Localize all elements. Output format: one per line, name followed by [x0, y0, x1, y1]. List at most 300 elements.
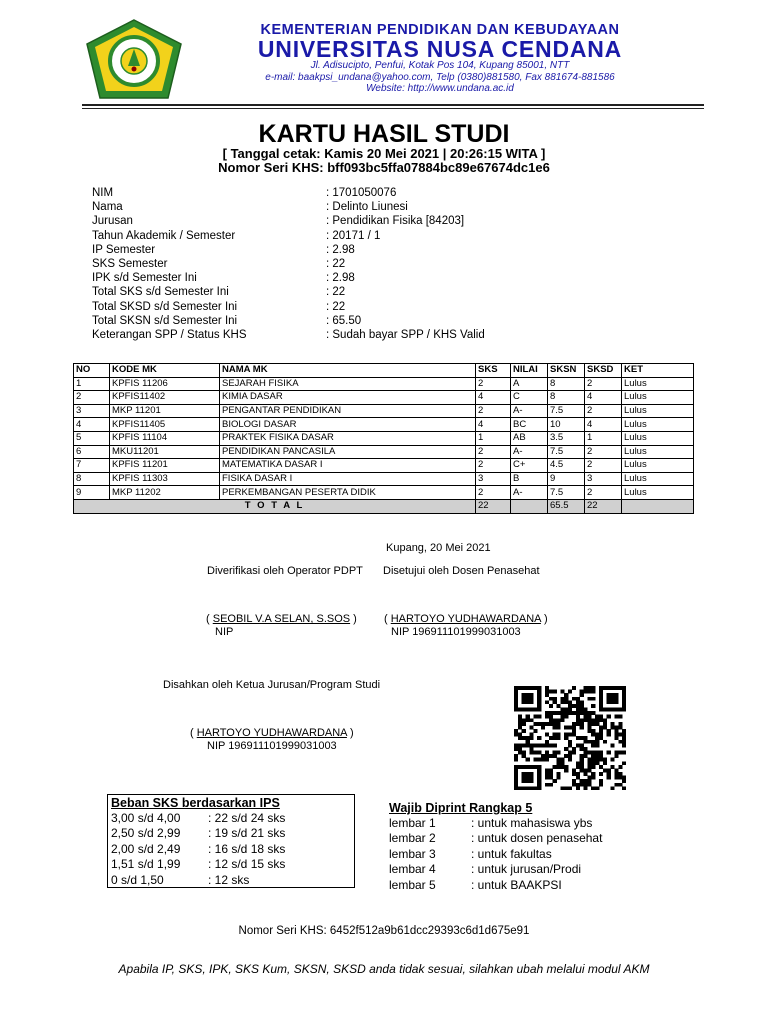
qr-module [522, 772, 526, 776]
qr-module [545, 693, 549, 697]
qr-module [599, 754, 603, 758]
course-sksd: 2 [585, 459, 622, 473]
head-signature [190, 727, 354, 739]
qr-module [587, 758, 591, 762]
table-row [74, 472, 694, 486]
qr-module [553, 700, 557, 704]
qr-module [614, 783, 618, 787]
qr-module [529, 743, 533, 747]
qr-module [553, 751, 557, 755]
qr-module [607, 776, 611, 780]
qr-module [568, 758, 572, 762]
qr-module [560, 697, 564, 701]
qr-module [599, 697, 603, 701]
course-grade: C [511, 391, 548, 405]
qr-module [618, 765, 622, 769]
copy-purpose: : untuk jurusan/Prodi [471, 862, 582, 877]
course-grade: BC [511, 418, 548, 432]
qr-module [541, 725, 545, 729]
qr-module [572, 686, 576, 690]
serial-number: Nomor Seri KHS: bff093bc5ffa07884bc89e67674dc1e6 [218, 160, 550, 175]
qr-module [572, 783, 576, 787]
qr-module [572, 697, 576, 701]
qr-module [622, 733, 626, 737]
qr-module [529, 765, 533, 769]
qr-module [537, 736, 541, 740]
course-name: PENDIDIKAN PANCASILA [220, 445, 476, 459]
course-status: Lulus [622, 486, 694, 500]
qr-module [553, 711, 557, 715]
qr-module [572, 711, 576, 715]
qr-module [522, 736, 526, 740]
qr-module [568, 725, 572, 729]
qr-module [522, 765, 526, 769]
qr-module [611, 786, 615, 790]
qr-module [611, 758, 615, 762]
qr-module [584, 740, 588, 744]
qr-module [591, 711, 595, 715]
qr-module [522, 686, 526, 690]
qr-module [537, 704, 541, 708]
info-value: : Sudah bayar SPP / KHS Valid [326, 328, 485, 341]
qr-module [522, 722, 526, 726]
qr-module [529, 697, 533, 701]
qr-module [564, 733, 568, 737]
row-no: 3 [74, 404, 110, 418]
qr-module [572, 779, 576, 783]
qr-module [545, 754, 549, 758]
qr-module [537, 772, 541, 776]
qr-module [611, 765, 615, 769]
total-sksn: 65.5 [548, 499, 585, 513]
qr-module [564, 747, 568, 751]
info-label: Tahun Akademik / Semester [92, 229, 236, 242]
qr-module [518, 751, 522, 755]
qr-module [514, 733, 518, 737]
qr-module [576, 772, 580, 776]
course-sks: 3 [476, 472, 511, 486]
qr-module [545, 700, 549, 704]
sks-limit: : 16 s/d 18 sks [208, 841, 286, 856]
qr-module [518, 786, 522, 790]
qr-module [580, 758, 584, 762]
qr-module [595, 733, 599, 737]
course-name: FISIKA DASAR I [220, 472, 476, 486]
qr-module [526, 765, 530, 769]
qr-module [533, 758, 537, 762]
qr-module [607, 708, 611, 712]
qr-module [595, 758, 599, 762]
course-code: KPFIS11402 [110, 391, 220, 405]
course-sksd: 4 [585, 418, 622, 432]
qr-module [514, 743, 518, 747]
qr-module [518, 733, 522, 737]
qr-module [560, 690, 564, 694]
place-date: Kupang, 20 Mei 2021 [386, 542, 491, 554]
qr-module [564, 768, 568, 772]
qr-module [518, 686, 522, 690]
qr-module [603, 718, 607, 722]
qr-module [622, 729, 626, 733]
qr-module [522, 697, 526, 701]
qr-module [537, 765, 541, 769]
qr-module [599, 736, 603, 740]
qr-module [556, 718, 560, 722]
qr-module [556, 725, 560, 729]
qr-module [522, 693, 526, 697]
qr-module [514, 729, 518, 733]
qr-module [587, 711, 591, 715]
qr-module [533, 715, 537, 719]
info-label: SKS Semester [92, 257, 168, 270]
qr-module [591, 697, 595, 701]
course-status: Lulus [622, 418, 694, 432]
qr-module [556, 704, 560, 708]
qr-module [556, 733, 560, 737]
qr-module [549, 768, 553, 772]
course-sks: 4 [476, 391, 511, 405]
qr-module [595, 736, 599, 740]
qr-module [526, 708, 530, 712]
course-sksd: 4 [585, 391, 622, 405]
info-value: : 2.98 [326, 243, 355, 256]
qr-module [611, 743, 615, 747]
qr-module [545, 776, 549, 780]
qr-module [522, 751, 526, 755]
qr-module [514, 772, 518, 776]
qr-module [526, 736, 530, 740]
course-name: PRAKTEK FISIKA DASAR [220, 431, 476, 445]
qr-module [545, 772, 549, 776]
qr-module [614, 697, 618, 701]
qr-module [584, 768, 588, 772]
qr-module [584, 715, 588, 719]
qr-module [572, 725, 576, 729]
qr-module [537, 697, 541, 701]
course-sks: 2 [476, 486, 511, 500]
qr-module [599, 718, 603, 722]
qr-module [537, 751, 541, 755]
qr-module [514, 708, 518, 712]
qr-module [526, 786, 530, 790]
qr-module [522, 779, 526, 783]
qr-module [526, 743, 530, 747]
qr-module [514, 783, 518, 787]
qr-module [580, 690, 584, 694]
qr-module [560, 711, 564, 715]
advisor-name: HARTOYO YUDHAWARDANA [390, 613, 541, 625]
course-sksn: 7.5 [548, 445, 585, 459]
qr-module [614, 776, 618, 780]
qr-module [587, 690, 591, 694]
sks-limit: : 12 s/d 15 sks [208, 857, 286, 872]
qr-module [584, 779, 588, 783]
qr-module [564, 754, 568, 758]
qr-module [591, 704, 595, 708]
qr-module [529, 736, 533, 740]
ministry-heading: KEMENTERIAN PENDIDIKAN DAN KEBUDAYAAN [260, 22, 620, 38]
qr-module [591, 751, 595, 755]
qr-module [599, 715, 603, 719]
info-value: : 22 [326, 257, 346, 270]
qr-module [587, 779, 591, 783]
qr-module [529, 733, 533, 737]
table-row [74, 391, 694, 405]
qr-module [522, 718, 526, 722]
qr-module [514, 686, 518, 690]
qr-module [568, 751, 572, 755]
qr-module [595, 722, 599, 726]
column-header: NILAI [511, 364, 548, 378]
qr-module [580, 783, 584, 787]
sks-limit: : 22 s/d 24 sks [208, 811, 286, 825]
qr-module [537, 768, 541, 772]
qr-module [618, 725, 622, 729]
qr-module [614, 772, 618, 776]
qr-module [526, 715, 530, 719]
qr-module [599, 783, 603, 787]
qr-module [611, 697, 615, 701]
qr-module [537, 786, 541, 790]
copy-purpose: : untuk fakultas [471, 846, 552, 861]
qr-module [599, 751, 603, 755]
operator-nip: NIP [215, 626, 234, 638]
qr-module [591, 686, 595, 690]
qr-module [591, 722, 595, 726]
qr-module [529, 751, 533, 755]
qr-module [576, 708, 580, 712]
qr-module [603, 768, 607, 772]
course-grade: AB [511, 431, 548, 445]
qr-module [622, 761, 626, 765]
course-status: Lulus [622, 472, 694, 486]
qr-module [526, 686, 530, 690]
qr-module [526, 779, 530, 783]
qr-module [614, 686, 618, 690]
qr-module [591, 761, 595, 765]
course-status: Lulus [622, 404, 694, 418]
qr-module [545, 743, 549, 747]
qr-module [576, 715, 580, 719]
ratified-by-label: Disahkan oleh Ketua Jurusan/Program Studi [163, 679, 381, 691]
open-paren: ( [384, 613, 388, 625]
qr-module [603, 761, 607, 765]
course-code: MKU11201 [110, 445, 220, 459]
qr-module [553, 718, 557, 722]
qr-module [514, 690, 518, 694]
qr-module [611, 725, 615, 729]
qr-module [611, 722, 615, 726]
qr-module [522, 786, 526, 790]
qr-module [553, 743, 557, 747]
qr-module [591, 743, 595, 747]
qr-module [568, 690, 572, 694]
qr-code [514, 686, 626, 790]
sks-limit: : 12 sks [208, 872, 250, 887]
qr-module [603, 725, 607, 729]
qr-module [587, 783, 591, 787]
qr-module [603, 686, 607, 690]
open-paren: ( [190, 727, 194, 739]
qr-module [564, 693, 568, 697]
copy-purpose: : untuk BAAKPSI [471, 877, 562, 892]
qr-module [603, 758, 607, 762]
qr-module [603, 708, 607, 712]
qr-module [584, 736, 588, 740]
qr-module [584, 786, 588, 790]
qr-module [560, 765, 564, 769]
qr-module [518, 736, 522, 740]
qr-module [526, 740, 530, 744]
qr-module [580, 765, 584, 769]
qr-module [572, 729, 576, 733]
qr-module [576, 776, 580, 780]
qr-module [599, 704, 603, 708]
qr-module [622, 743, 626, 747]
course-status: Lulus [622, 445, 694, 459]
qr-module [614, 768, 618, 772]
info-value: : 20171 / 1 [326, 229, 381, 242]
open-paren: ( [206, 613, 210, 625]
qr-module [599, 690, 603, 694]
qr-module [622, 751, 626, 755]
qr-module [541, 754, 545, 758]
qr-module [568, 743, 572, 747]
print-copy-row [389, 816, 649, 831]
qr-module [541, 722, 545, 726]
qr-module [614, 715, 618, 719]
close-paren: ) [543, 613, 548, 625]
qr-module [514, 779, 518, 783]
qr-module [607, 715, 611, 719]
qr-module [618, 776, 622, 780]
qr-module [587, 722, 591, 726]
ips-range: 0 s/d 1,50 [111, 872, 164, 887]
qr-module [568, 786, 572, 790]
info-value: : 2.98 [326, 272, 355, 285]
course-code: KPFIS 11104 [110, 431, 220, 445]
qr-module [560, 715, 564, 719]
verified-by-label: Diverifikasi oleh Operator PDPT [207, 565, 363, 577]
qr-module [514, 765, 518, 769]
footer-note: Apabila IP, SKS, IPK, SKS Kum, SKSN, SKSD anda tidak sesuai, silahkan ubah melalui modul AKM [118, 962, 650, 976]
qr-module [533, 765, 537, 769]
qr-module [564, 715, 568, 719]
qr-module [587, 740, 591, 744]
table-row [74, 486, 694, 500]
qr-module [545, 758, 549, 762]
qr-module [514, 704, 518, 708]
qr-module [549, 776, 553, 780]
qr-module [537, 776, 541, 780]
info-label: Nama [92, 201, 123, 214]
qr-module [614, 725, 618, 729]
info-label: Total SKS s/d Semester Ini [92, 286, 229, 299]
ips-range: 3,00 s/d 4,00 [111, 811, 181, 825]
course-grade: A- [511, 404, 548, 418]
qr-module [553, 754, 557, 758]
qr-module [595, 761, 599, 765]
course-sksn: 9 [548, 472, 585, 486]
qr-module [607, 733, 611, 737]
course-sks: 2 [476, 377, 511, 391]
qr-module [572, 772, 576, 776]
qr-module [622, 697, 626, 701]
column-header: SKSN [548, 364, 585, 378]
qr-module [529, 700, 533, 704]
qr-module [611, 686, 615, 690]
info-label: Keterangan SPP / Status KHS [92, 328, 247, 341]
qr-module [529, 747, 533, 751]
qr-module [607, 700, 611, 704]
qr-module [518, 715, 522, 719]
qr-module [549, 722, 553, 726]
course-sksd: 1 [585, 431, 622, 445]
qr-module [611, 693, 615, 697]
qr-module [568, 754, 572, 758]
qr-module [553, 736, 557, 740]
ips-range: 1,51 s/d 1,99 [111, 857, 181, 872]
qr-module [622, 690, 626, 694]
print-copies-title: Wajib Diprint Rangkap 5 [389, 801, 533, 815]
qr-module [560, 758, 564, 762]
table-row [74, 404, 694, 418]
qr-module [564, 786, 568, 790]
qr-module [514, 700, 518, 704]
qr-module [560, 786, 564, 790]
column-header: NO [74, 364, 110, 378]
table-row [74, 418, 694, 432]
qr-module [560, 761, 564, 765]
copy-purpose: : untuk dosen penasehat [471, 831, 603, 846]
close-paren: ) [349, 727, 354, 739]
sks-limit: : 19 s/d 21 sks [208, 826, 286, 841]
course-grade: C+ [511, 459, 548, 473]
qr-module [556, 758, 560, 762]
copy-name: lembar 1 [389, 816, 436, 830]
qr-module [599, 700, 603, 704]
qr-module [537, 722, 541, 726]
column-header: SKS [476, 364, 511, 378]
qr-module [549, 697, 553, 701]
qr-module [599, 708, 603, 712]
qr-module [576, 761, 580, 765]
qr-module [584, 747, 588, 751]
info-value: : Pendidikan Fisika [84203] [326, 215, 465, 228]
qr-module [522, 743, 526, 747]
qr-module [541, 743, 545, 747]
qr-module [549, 743, 553, 747]
qr-module [591, 729, 595, 733]
info-label: NIM [92, 187, 114, 199]
copy-name: lembar 2 [389, 831, 436, 846]
qr-module [599, 693, 603, 697]
qr-module [576, 697, 580, 701]
qr-module [526, 772, 530, 776]
qr-module [522, 700, 526, 704]
course-sksd: 3 [585, 472, 622, 486]
document-title: KARTU HASIL STUDI [258, 120, 510, 148]
course-name: PERKEMBANGAN PESERTA DIDIK [220, 486, 476, 500]
qr-module [529, 693, 533, 697]
course-name: SEJARAH FISIKA [220, 377, 476, 391]
qr-module [599, 725, 603, 729]
qr-module [514, 758, 518, 762]
qr-module [618, 751, 622, 755]
qr-module [568, 711, 572, 715]
qr-module [549, 783, 553, 787]
qr-module [549, 704, 553, 708]
